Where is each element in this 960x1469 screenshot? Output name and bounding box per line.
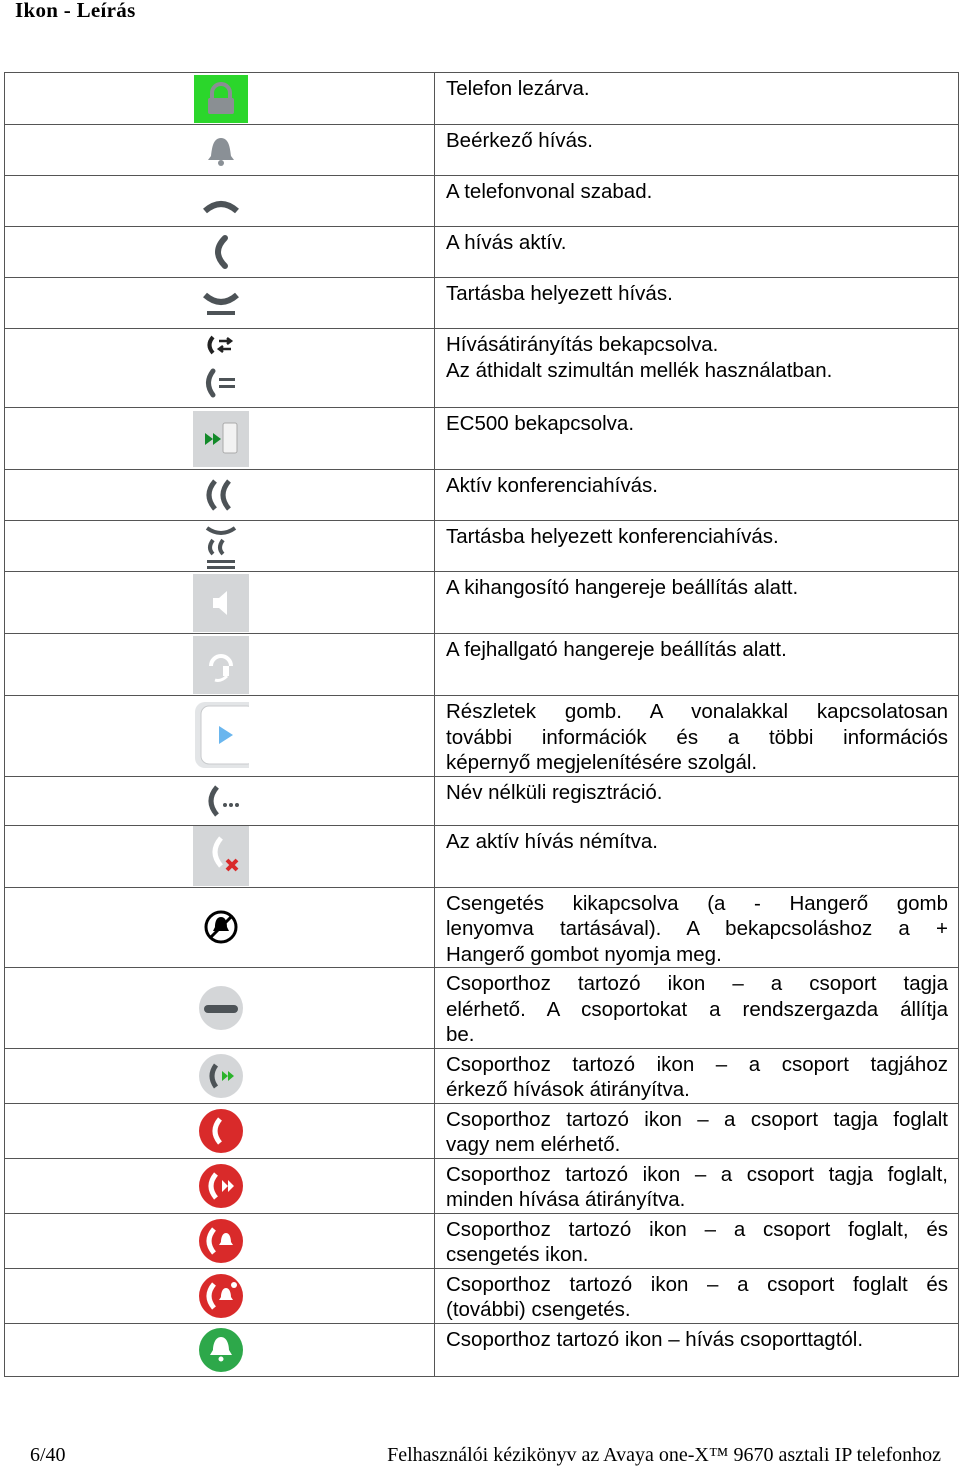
mute-icon — [193, 827, 249, 886]
conference-active-icon — [193, 471, 249, 519]
description-cell — [435, 1323, 959, 1376]
table-row — [5, 521, 959, 572]
group-busy-icon — [193, 1105, 249, 1157]
handset-hold-icon — [193, 279, 249, 327]
description-cell — [435, 278, 959, 329]
icon-cell — [5, 696, 435, 777]
description-cell — [435, 572, 959, 634]
icon-cell — [5, 825, 435, 887]
group-busy-forwarded-icon — [193, 1160, 249, 1212]
description-line: további információk és a többi információs — [446, 725, 948, 749]
description-line: A kihangosító hangereje beállítás alatt. — [446, 576, 799, 599]
icon-cell — [5, 634, 435, 696]
group-forwarded-icon — [193, 1050, 249, 1102]
description-line: vagy nem elérhető. — [446, 1133, 621, 1156]
icon-cell — [5, 470, 435, 521]
icon-cell — [5, 1323, 435, 1376]
description-text — [446, 1269, 948, 1323]
table-row — [5, 634, 959, 696]
description-line: Csoporthoz tartozó ikon – a csoport tagja foglalt, — [446, 1162, 948, 1186]
speaker-volume-icon — [193, 573, 249, 632]
group-available-icon — [193, 969, 249, 1047]
description-line: Csengetés kikapcsolva (a - Hangerő gomb — [446, 891, 948, 915]
description-cell — [435, 696, 959, 777]
icon-cell — [5, 1158, 435, 1213]
description-line: képernyő megjelenítésére szolgál. — [446, 751, 758, 774]
description-cell — [435, 125, 959, 176]
description-text — [446, 696, 948, 776]
table-row — [5, 1103, 959, 1158]
icon-cell — [5, 572, 435, 634]
description-line: A telefonvonal szabad. — [446, 180, 653, 203]
handset-idle-icon — [193, 177, 249, 225]
description-text — [446, 1049, 948, 1103]
document-title: Felhasználói kézikönyv az Avaya one-X™ 9670 asztali IP telefonhoz — [387, 1444, 941, 1466]
call-forward-icon — [193, 330, 249, 406]
description-text — [446, 408, 948, 437]
description-text — [446, 968, 948, 1048]
description-line: csengetés ikon. — [446, 1243, 589, 1266]
icon-cell — [5, 125, 435, 176]
description-text — [446, 329, 948, 383]
bell-icon — [193, 126, 249, 174]
table-row — [5, 1323, 959, 1376]
description-line: Csoporthoz tartozó ikon – a csoport tagja foglalt — [446, 1107, 948, 1131]
description-cell — [435, 470, 959, 521]
description-text — [446, 125, 948, 154]
unnamed-registration-icon — [193, 778, 249, 824]
table-row — [5, 329, 959, 408]
table-row — [5, 1268, 959, 1323]
description-line: elérhető. A csoportokat a rendszergazda állítja — [446, 997, 948, 1021]
description-cell — [435, 776, 959, 825]
icon-cell — [5, 1268, 435, 1323]
description-line: Csoporthoz tartozó ikon – a csoport tagjához — [446, 1052, 948, 1076]
icon-cell — [5, 1103, 435, 1158]
description-text — [446, 521, 948, 550]
description-line: Aktív konferenciahívás. — [446, 474, 658, 497]
icon-cell — [5, 408, 435, 470]
table-row — [5, 73, 959, 125]
description-text — [446, 826, 948, 855]
description-line: Csoporthoz tartozó ikon – a csoport foglalt, és — [446, 1217, 948, 1241]
description-line: Csoporthoz tartozó ikon – a csoport foglalt és — [446, 1272, 948, 1296]
table-row — [5, 125, 959, 176]
table-row — [5, 278, 959, 329]
description-text — [446, 227, 948, 256]
description-line: A hívás aktív. — [446, 231, 567, 254]
description-line: Az áthidalt szimultán mellék használatban. — [446, 358, 833, 382]
icon-cell — [5, 887, 435, 968]
description-text — [446, 73, 948, 102]
description-line: Hívásátirányítás bekapcsolva. — [446, 333, 719, 356]
headset-volume-icon — [193, 635, 249, 694]
icon-cell — [5, 776, 435, 825]
table-row — [5, 968, 959, 1049]
group-busy-ringing-icon — [193, 1215, 249, 1267]
icon-cell — [5, 968, 435, 1049]
description-text — [446, 634, 948, 663]
description-text — [446, 1214, 948, 1268]
description-cell — [435, 73, 959, 125]
description-text — [446, 888, 948, 968]
conference-hold-icon — [193, 522, 249, 570]
description-line: A fejhallgató hangereje beállítás alatt. — [446, 638, 787, 661]
page-number: 6/40 — [30, 1444, 66, 1466]
table-row — [5, 408, 959, 470]
table-row — [5, 1158, 959, 1213]
description-cell — [435, 329, 959, 408]
group-busy-more-ringing-icon — [193, 1270, 249, 1322]
description-line: Telefon lezárva. — [446, 77, 590, 100]
description-line: Az aktív hívás némítva. — [446, 829, 658, 853]
description-cell — [435, 521, 959, 572]
description-line: Tartásba helyezett hívás. — [446, 282, 673, 305]
icon-cell — [5, 176, 435, 227]
table-row — [5, 887, 959, 968]
description-cell — [435, 1158, 959, 1213]
icon-cell — [5, 329, 435, 408]
description-line: Csoporthoz tartozó ikon – a csoport tagja — [446, 972, 948, 995]
description-text — [446, 278, 948, 307]
lock-icon — [193, 74, 249, 123]
icon-cell — [5, 521, 435, 572]
description-line: Név nélküli regisztráció. — [446, 780, 663, 804]
group-call-icon — [193, 1325, 249, 1375]
icon-cell — [5, 1213, 435, 1268]
icon-cell — [5, 278, 435, 329]
description-line: (további) csengetés. — [446, 1298, 631, 1321]
table-row — [5, 572, 959, 634]
description-cell — [435, 1268, 959, 1323]
description-cell — [435, 1213, 959, 1268]
description-text — [446, 176, 948, 205]
ec500-icon — [193, 409, 249, 468]
table-row — [5, 825, 959, 887]
table-row — [5, 176, 959, 227]
table-row — [5, 1213, 959, 1268]
ringer-off-icon — [193, 889, 249, 967]
description-cell — [435, 825, 959, 887]
icon-cell — [5, 1048, 435, 1103]
table-row — [5, 1048, 959, 1103]
description-line: Hangerő gombot nyomja meg. — [446, 942, 722, 966]
description-cell — [435, 176, 959, 227]
table-row — [5, 696, 959, 777]
handset-active-icon — [193, 228, 249, 276]
description-line: lenyomva tartásával). A bekapcsoláshoz a + — [446, 917, 948, 940]
description-text — [446, 1324, 948, 1353]
description-text — [446, 777, 948, 806]
table-row — [5, 776, 959, 825]
description-text — [446, 470, 948, 499]
icon-cell — [5, 227, 435, 278]
icon-description-table — [4, 72, 959, 1377]
table-row — [5, 227, 959, 278]
table-row — [5, 470, 959, 521]
description-cell — [435, 1103, 959, 1158]
description-cell — [435, 887, 959, 968]
page-header: Ikon - Leírás — [15, 0, 136, 22]
description-cell — [435, 968, 959, 1049]
description-cell — [435, 227, 959, 278]
description-cell — [435, 634, 959, 696]
icon-cell — [5, 73, 435, 125]
description-line: Tartásba helyezett konferenciahívás. — [446, 525, 779, 548]
details-button-icon — [193, 697, 249, 775]
description-text — [446, 572, 948, 601]
description-text — [446, 1159, 948, 1213]
description-cell — [435, 1048, 959, 1103]
description-line: Csoporthoz tartozó ikon – hívás csoporttagtól. — [446, 1327, 864, 1351]
description-line: Beérkező hívás. — [446, 129, 593, 152]
description-line: érkező hívások átirányítva. — [446, 1078, 690, 1101]
description-line: EC500 bekapcsolva. — [446, 412, 635, 435]
description-line: be. — [446, 1023, 475, 1046]
description-cell — [435, 408, 959, 470]
description-text — [446, 1104, 948, 1158]
description-line: Részletek gomb. A vonalakkal kapcsolatosan — [446, 700, 948, 723]
description-line: minden hívása átirányítva. — [446, 1188, 686, 1211]
